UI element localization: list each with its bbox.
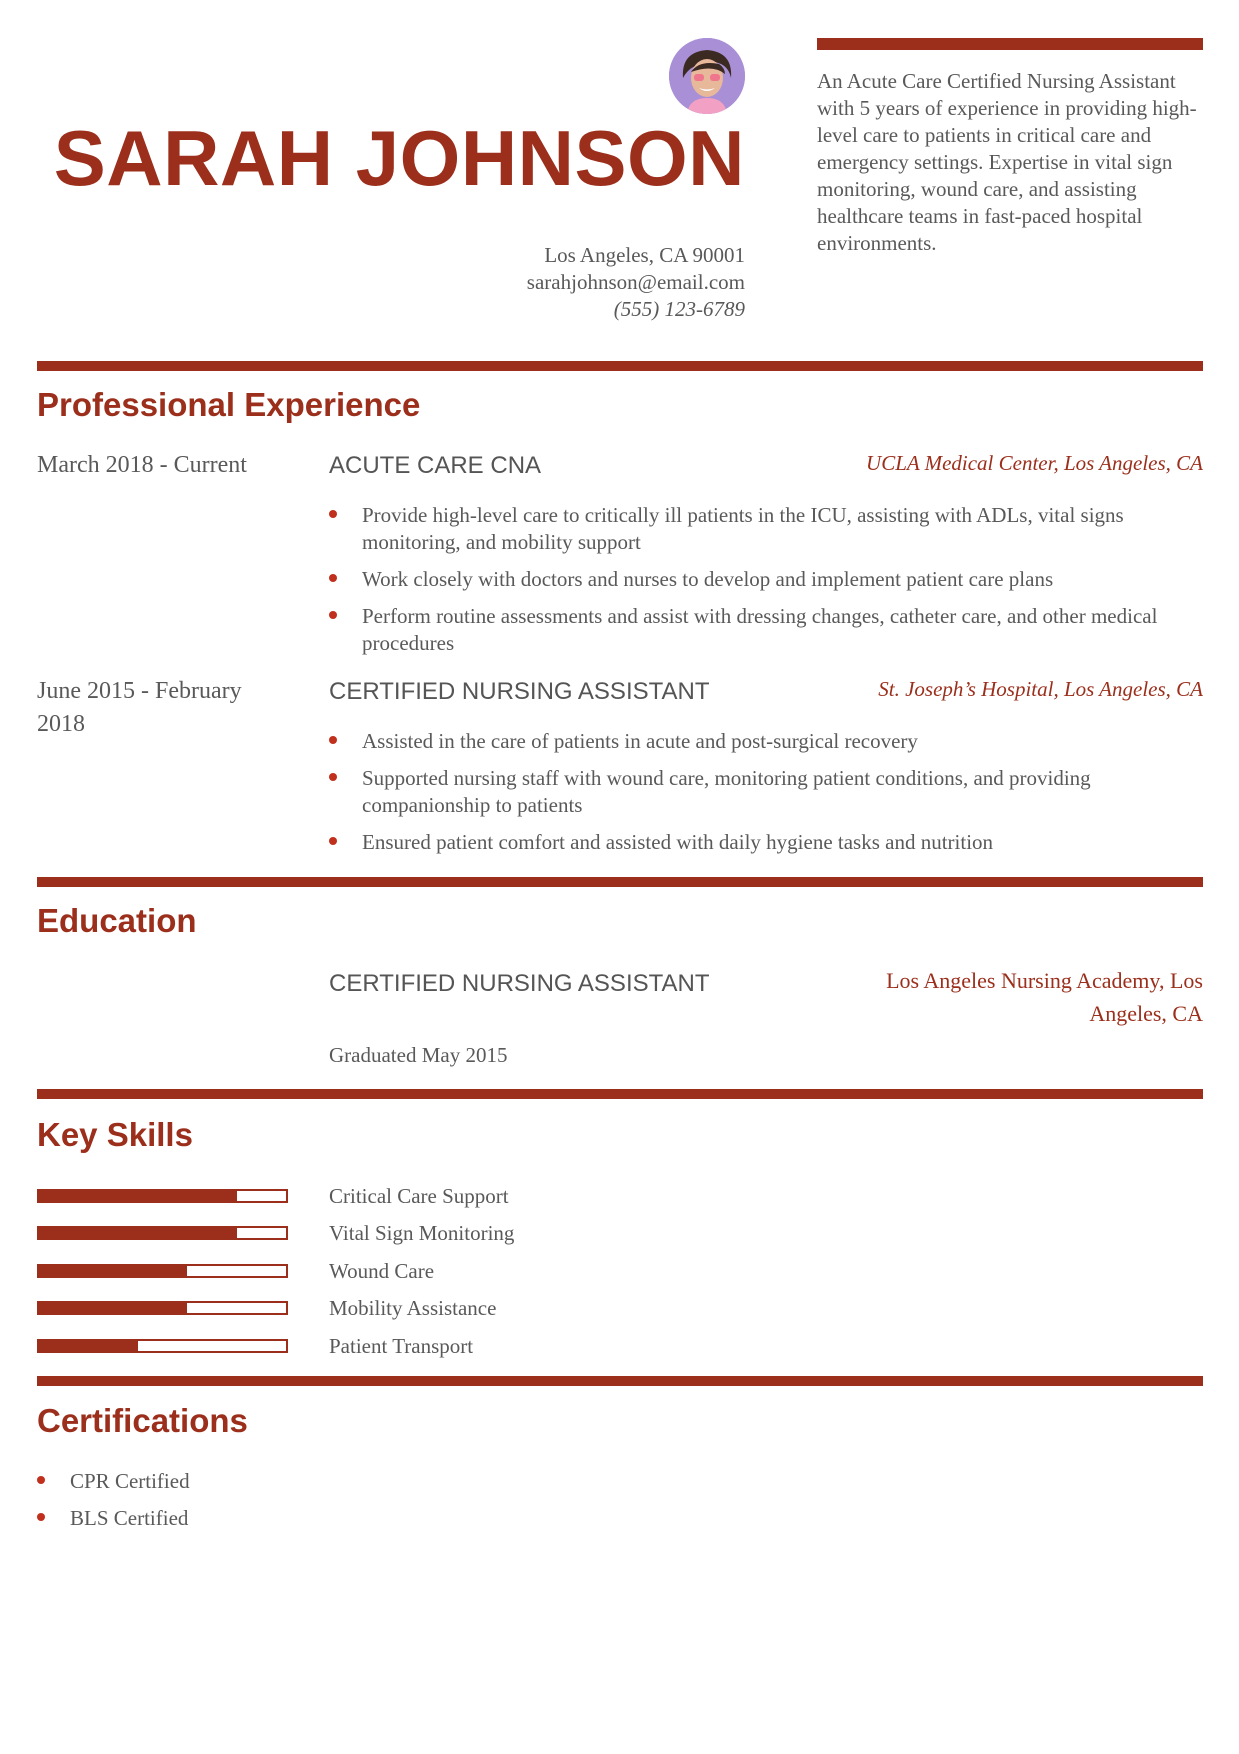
skill-label: Mobility Assistance xyxy=(329,1296,497,1320)
email: sarahjohnson@email.com xyxy=(526,270,745,294)
job-date: June 2015 - February 2018 xyxy=(37,678,242,737)
bullet-dot-icon xyxy=(329,574,337,582)
list-item: Perform routine assessments and assist with dressing changes, catheter care, and other medical procedures xyxy=(329,603,1209,657)
address: Los Angeles, CA 90001 xyxy=(544,243,745,267)
bullet-dot-icon xyxy=(329,773,337,781)
skill-level-fill xyxy=(39,1191,237,1201)
bullet-dot-icon xyxy=(37,1513,45,1521)
bullet-dot-icon xyxy=(37,1476,45,1484)
skill-row xyxy=(37,1181,737,1211)
job-title: CERTIFIED NURSING ASSISTANT xyxy=(329,678,710,705)
skill-level-fill xyxy=(39,1266,187,1276)
summary-top-bar xyxy=(817,38,1203,50)
job-employer: St. Joseph’s Hospital, Los Angeles, CA xyxy=(878,677,1203,701)
bullet-dot-icon xyxy=(329,736,337,744)
contact-block xyxy=(37,242,745,323)
skill-row xyxy=(37,1293,737,1323)
job-bullets xyxy=(329,502,1209,667)
bullet-dot-icon xyxy=(329,510,337,518)
bullet-dot-icon xyxy=(329,837,337,845)
list-item: Supported nursing staff with wound care, monitoring patient conditions, and providing companionship to patients xyxy=(329,765,1209,819)
job-bullets xyxy=(329,728,1209,866)
job-date: March 2018 - Current xyxy=(37,452,247,478)
list-item: BLS Certified xyxy=(37,1505,190,1532)
section-divider xyxy=(37,1376,1203,1386)
skill-label: Critical Care Support xyxy=(329,1184,509,1208)
certification-list xyxy=(37,1468,190,1542)
education-graduated: Graduated May 2015 xyxy=(329,1043,508,1067)
list-item: Assisted in the care of patients in acute and post-surgical recovery xyxy=(329,728,1209,755)
section-title-certifications: Certifications xyxy=(37,1402,248,1439)
skill-level-fill xyxy=(39,1341,138,1351)
skill-level-bar xyxy=(37,1339,288,1353)
skill-level-bar xyxy=(37,1226,288,1240)
section-title-education: Education xyxy=(37,902,197,939)
list-item: Work closely with doctors and nurses to develop and implement patient care plans xyxy=(329,566,1209,593)
skill-level-fill xyxy=(39,1303,187,1313)
job-employer: UCLA Medical Center, Los Angeles, CA xyxy=(866,451,1203,475)
profile-summary: An Acute Care Certified Nursing Assistant with 5 years of experience in providing high-level care to patients in critical care and emergency settings. Expertise in vital sign monitoring, wound care, and assisting healthcare teams in fast-paced hospital environments. xyxy=(817,69,1197,255)
skill-row xyxy=(37,1218,737,1248)
section-divider xyxy=(37,877,1203,887)
section-title-skills: Key Skills xyxy=(37,1116,193,1153)
skill-row xyxy=(37,1256,737,1286)
phone: (555) 123-6789 xyxy=(613,297,745,321)
skill-label: Wound Care xyxy=(329,1259,435,1283)
section-divider xyxy=(37,1089,1203,1099)
section-divider xyxy=(37,361,1203,371)
education-degree: CERTIFIED NURSING ASSISTANT xyxy=(329,970,710,997)
list-item: CPR Certified xyxy=(37,1468,190,1495)
avatar xyxy=(669,38,745,114)
skill-level-bar xyxy=(37,1301,288,1315)
skill-label: Vital Sign Monitoring xyxy=(329,1221,515,1245)
list-item: Ensured patient comfort and assisted with daily hygiene tasks and nutrition xyxy=(329,829,1209,856)
candidate-name: SARAH JOHNSON xyxy=(53,114,745,202)
education-school: Los Angeles Nursing Academy, Los Angeles, CA xyxy=(886,968,1203,1026)
bullet-dot-icon xyxy=(329,611,337,619)
list-item: Provide high-level care to critically ill patients in the ICU, assisting with ADLs, vital signs monitoring, and mobility support xyxy=(329,502,1209,556)
skill-level-bar xyxy=(37,1264,288,1278)
job-title: ACUTE CARE CNA xyxy=(329,452,542,479)
section-title-experience: Professional Experience xyxy=(37,386,421,423)
profile-photo-icon xyxy=(669,38,745,114)
skill-row xyxy=(37,1331,737,1361)
skill-label: Patient Transport xyxy=(329,1334,474,1358)
skill-level-bar xyxy=(37,1189,288,1203)
skill-level-fill xyxy=(39,1228,237,1238)
